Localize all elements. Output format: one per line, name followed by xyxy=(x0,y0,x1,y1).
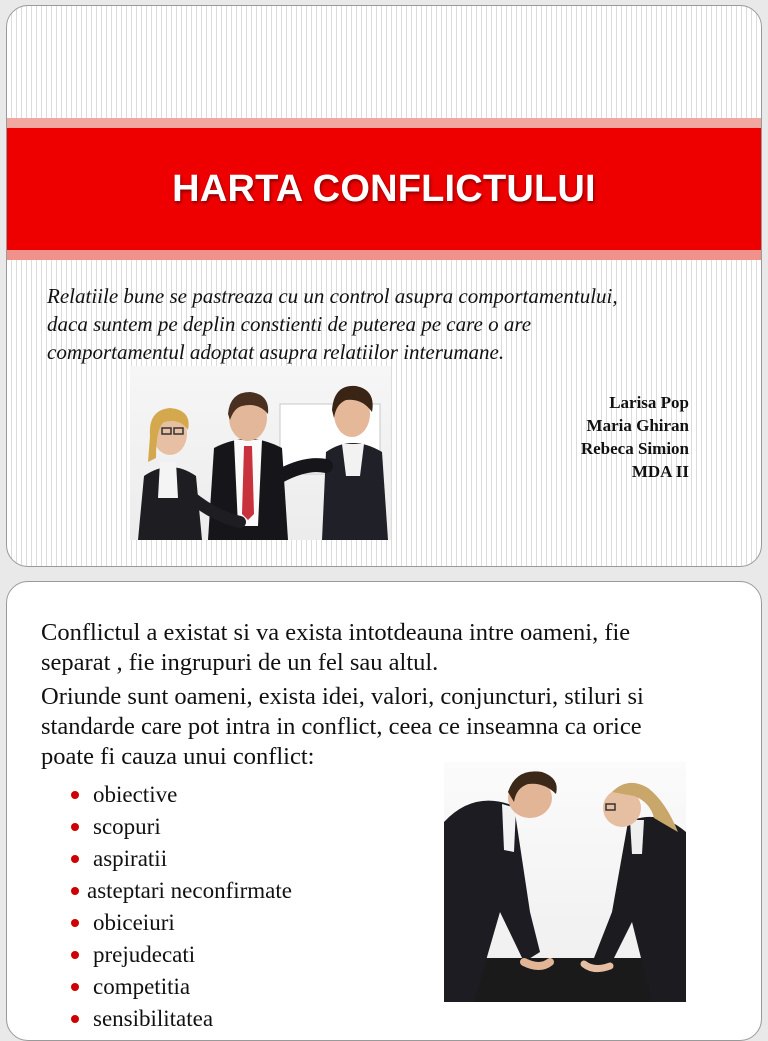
list-item-text: prejudecati xyxy=(93,942,196,967)
author-group: MDA II xyxy=(631,462,689,481)
author-name: Rebeca Simion xyxy=(580,439,689,458)
list-item-text: obiective xyxy=(93,782,178,807)
title-band-top-edge xyxy=(7,118,761,128)
paragraph xyxy=(41,682,741,772)
slide-title: HARTA CONFLICTULUI xyxy=(172,167,596,210)
list-item xyxy=(69,1003,292,1035)
subtitle-line: Relatiile bune se pastreaza cu un control asupra comportamentului, xyxy=(47,284,618,308)
list-item-text: aspiratii xyxy=(93,846,168,871)
bullet-dot-icon xyxy=(71,983,79,991)
paragraph-line: Oriunde sunt oameni, exista idei, valori, conjuncturi, stiluri si xyxy=(41,683,644,710)
paragraph-line: Conflictul a existat si va exista intotdeauna intre oameni, fie xyxy=(41,619,631,646)
bullet-dot-icon xyxy=(71,791,79,799)
bullet-dot-icon xyxy=(71,951,79,959)
bullet-dot-icon xyxy=(71,1015,79,1023)
paragraph-line: separat , fie ingrupuri de un fel sau altul. xyxy=(41,649,439,676)
list-item-text: asteptari neconfirmate xyxy=(87,878,292,903)
list-item xyxy=(69,971,292,1003)
list-item-text: scopuri xyxy=(93,814,161,839)
causes-list xyxy=(69,779,292,1035)
bullet-dot-icon xyxy=(71,887,79,895)
list-item xyxy=(69,875,292,907)
author-name: Larisa Pop xyxy=(609,393,689,412)
list-item xyxy=(69,907,292,939)
photo-two-people-confronting xyxy=(444,762,686,1002)
list-item-text: obiceiuri xyxy=(93,910,175,935)
photo-illustration xyxy=(130,366,391,540)
author-name: Maria Ghiran xyxy=(586,416,689,435)
list-item xyxy=(69,779,292,811)
slide-subtitle xyxy=(47,282,707,366)
title-band-bottom-edge xyxy=(7,250,761,260)
content-slide xyxy=(6,581,762,1041)
paragraph-line: standarde care pot intra in conflict, ceea ce inseamna ca orice xyxy=(41,713,642,740)
subtitle-line: comportamentul adoptat asupra relatiilor interumane. xyxy=(47,340,505,364)
subtitle-line: daca suntem pe deplin constienti de puterea pe care o are xyxy=(47,312,532,336)
photo-illustration xyxy=(444,762,686,1002)
bullet-dot-icon xyxy=(71,823,79,831)
bullet-dot-icon xyxy=(71,855,79,863)
authors-block xyxy=(581,391,689,483)
list-item-text: competitia xyxy=(93,974,191,999)
photo-three-people-arguing xyxy=(130,366,391,540)
intro-text xyxy=(41,618,741,776)
list-item xyxy=(69,939,292,971)
paragraph xyxy=(41,618,741,678)
list-item-text: sensibilitatea xyxy=(93,1006,214,1031)
paragraph-line: poate fi cauza unui conflict: xyxy=(41,743,315,770)
list-item xyxy=(69,843,292,875)
title-slide xyxy=(6,5,762,567)
list-item xyxy=(69,811,292,843)
bullet-dot-icon xyxy=(71,919,79,927)
